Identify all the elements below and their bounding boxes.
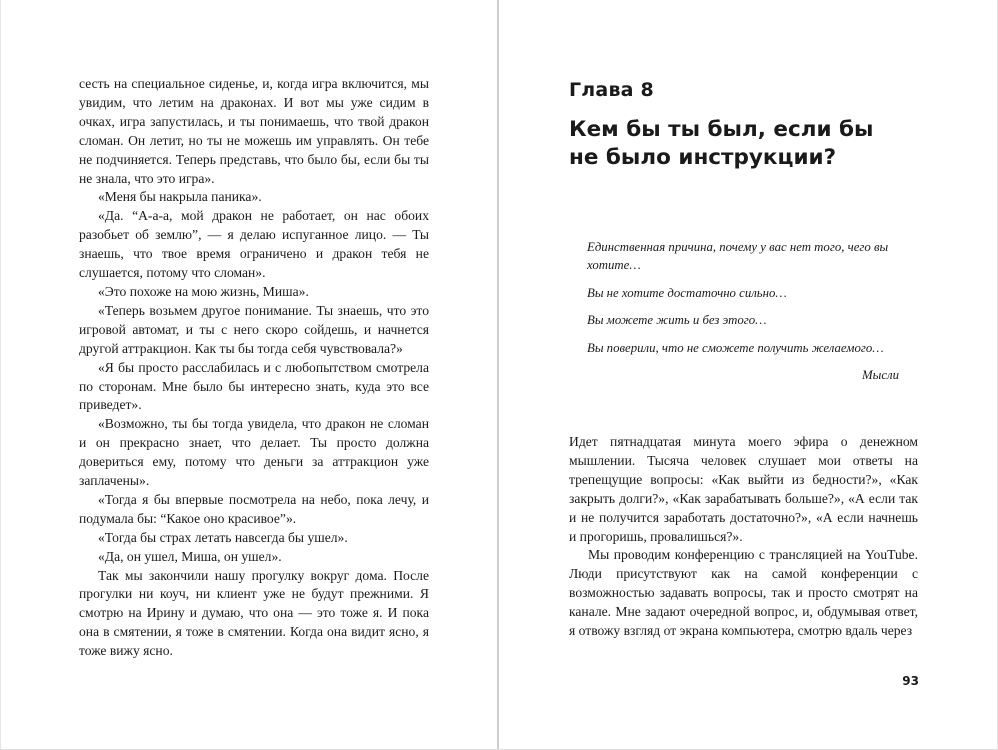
paragraph: «Тогда бы страх летать навсегда бы ушел». bbox=[98, 529, 348, 545]
epigraph-line: Единственная причина, почему у вас нет того, чего вы хотите… bbox=[587, 240, 889, 272]
right-body-text bbox=[569, 433, 918, 641]
paragraph: «Да. “А-а-а, мой дракон не работает, он нас обоих разобьет об землю”, — я делаю испуганное лицо. — Ты знаешь, что твое время ограничено и дракон тебя не слушается, потому что сломан». bbox=[79, 208, 429, 281]
epigraph-line: Вы можете жить и без этого… bbox=[587, 313, 767, 327]
paragraph: «Возможно, ты бы тогда увидела, что дракон не сломан и он прекрасно знает, что делает. Ты просто должна довериться ему, потому что деньги за аттракцион уже заплачены». bbox=[79, 416, 429, 489]
left-page bbox=[0, 0, 497, 750]
epigraph bbox=[587, 238, 899, 394]
epigraph-line: Вы поверили, что не сможете получить желаемого… bbox=[587, 340, 884, 355]
paragraph: «Меня бы накрыла паника». bbox=[98, 189, 262, 205]
chapter-title: Кем бы ты был, если бы не было инструкции? bbox=[569, 117, 874, 170]
epigraph-author: Мысли bbox=[862, 368, 899, 382]
left-body-text bbox=[79, 75, 429, 661]
paragraph: «Тогда я бы впервые посмотрела на небо, пока лечу, и подумала бы: “Какое оно красивое”». bbox=[79, 491, 429, 526]
page-edge-left bbox=[0, 0, 1, 750]
chapter-label: Глава 8 bbox=[569, 79, 654, 101]
paragraph: «Я бы просто расслабилась и с любопытством смотрела по сторонам. Мне было бы интересно знать, куда это все приведет». bbox=[79, 359, 429, 413]
page-number: 93 bbox=[902, 674, 919, 688]
paragraph: Идет пятнадцатая минута моего эфира о денежном мышлении. Тысяча человек слушает мои ответы на трепещущие вопросы: «Как выйти из бедности?», «Как закрыть долги?», «Как зарабатывать больше?», «А если так и не получится заработать достаточно?», «А если начнешь и прогоришь, провалишься?». bbox=[569, 434, 918, 544]
paragraph: «Это похоже на мою жизнь, Миша». bbox=[98, 283, 309, 299]
paragraph: Мы проводим конференцию с трансляцией на YouTube. Люди присутствуют как на самой конференции с возможностью задавать вопросы, так и просто смотрят на канале. Мне задают очередной вопрос, и, обдумывая ответ, я отвожу взгляд от экрана компьютера, смотрю вдаль через bbox=[569, 547, 918, 639]
paragraph: «Теперь возьмем другое понимание. Ты знаешь, что это игровой автомат, и ты с него скоро сойдешь, и начнется другой аттракцион. Как ты бы тогда себя чувствовала?» bbox=[79, 302, 429, 356]
paragraph: сесть на специальное сиденье, и, когда игра включится, мы увидим, что летим на драконах. И вот мы уже сидим в очках, игра запустилась, и ты понимаешь, что твой дракон сломан. Он летит, но ты не можешь им управлять. Он тебе не подчиняется. Теперь представь, что было бы, если бы ты не знала, что это игра». bbox=[79, 76, 429, 186]
paragraph: «Да, он ушел, Миша, он ушел». bbox=[98, 548, 282, 564]
paragraph: Так мы закончили нашу прогулку вокруг дома. После прогулки ни коуч, ни клиент уже не будут прежними. Я смотрю на Ирину и думаю, что она — это тоже я. И пока она в смятении, я тоже в смятении. Когда она видит ясно, я тоже вижу ясно. bbox=[79, 567, 429, 659]
epigraph-line: Вы не хотите достаточно сильно… bbox=[587, 285, 787, 300]
